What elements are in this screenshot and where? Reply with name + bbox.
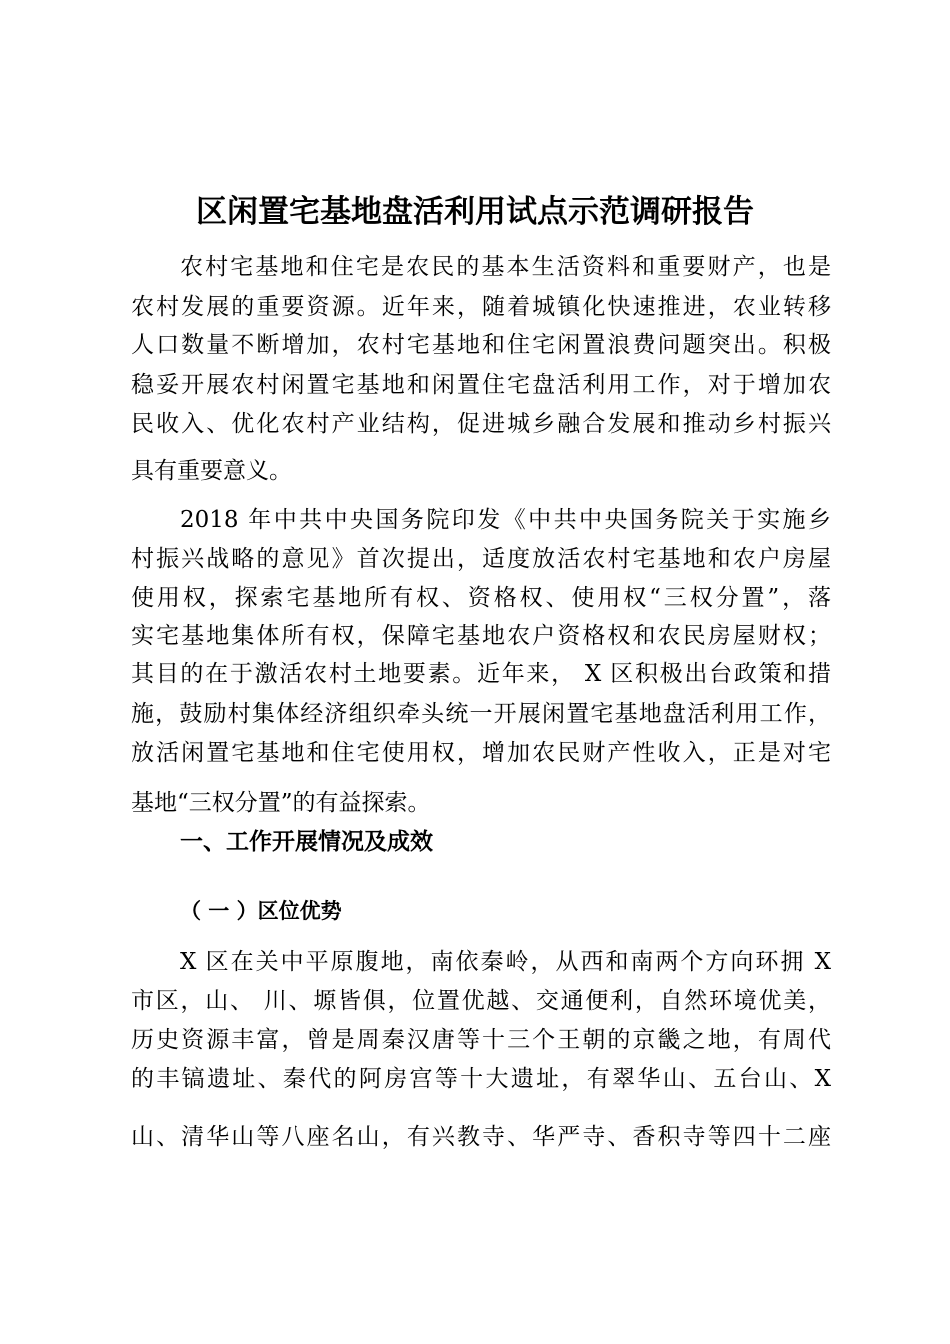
paragraph-1-line-2: 农村发展的重要资源。近年来，随着城镇化快速推进，农业转移 [131,294,831,320]
paragraph-1-line-4: 稳妥开展农村闲置宅基地和闲置住宅盘活利用工作，对于增加农 [131,372,831,398]
subsection-heading: （ 一 ）区位优势 [180,899,342,923]
paragraph-1-line-3: 人口数量不断增加，农村宅基地和住宅闲置浪费问题突出。积极 [131,332,831,358]
paragraph-2-line-6: 施，鼓励村集体经济组织牵头统一开展闲置宅基地盘活利用工作， [131,701,831,727]
paragraph-3-line-2: 市区，山、 川、塬皆俱，位置优越、交通便利，自然环境优美， [131,988,831,1014]
paragraph-3-line-1: X 区在关中平原腹地，南依秦岭，从西和南两个方向环拥 X [180,949,831,975]
paragraph-1-line-5: 民收入、优化农村产业结构，促进城乡融合发展和推动乡村振兴 [131,411,831,437]
paragraph-3-line-3: 历史资源丰富，曾是周秦汉唐等十三个王朝的京畿之地，有周代 [131,1027,831,1053]
paragraph-2-line-5: 其目的在于激活农村土地要素。近年来， X 区积极出台政策和措 [131,661,831,687]
paragraph-3-line-4: 的丰镐遗址、秦代的阿房宫等十大遗址，有翠华山、五台山、X [131,1066,831,1092]
paragraph-1-line-6: 具有重要意义。 [131,458,292,484]
paragraph-3-line-5: 山、清华山等八座名山，有兴教寺、华严寺、香积寺等四十二座 [131,1124,831,1150]
paragraph-2-line-4: 实宅基地集体所有权，保障宅基地农户资格权和农民房屋财权； [131,623,831,649]
section-heading: 一、工作开展情况及成效 [180,829,433,855]
paragraph-2-line-1: 2018 年中共中央国务院印发《中共中央国务院关于实施乡 [180,507,831,533]
paragraph-2-line-7: 放活闲置宅基地和住宅使用权，增加农民财产性收入，正是对宅 [131,740,831,766]
document-title: 区闲置宅基地盘活利用试点示范调研报告 [196,194,754,230]
paragraph-2-line-3: 使用权，探索宅基地所有权、资格权、使用权“三权分置”，落 [131,585,831,611]
paragraph-2-line-2: 村振兴战略的意见》首次提出，适度放活农村宅基地和农户房屋 [131,546,831,572]
paragraph-1-line-1: 农村宅基地和住宅是农民的基本生活资料和重要财产，也是 [180,254,831,280]
paragraph-2-line-8: 基地“三权分置”的有益探索。 [131,790,431,816]
